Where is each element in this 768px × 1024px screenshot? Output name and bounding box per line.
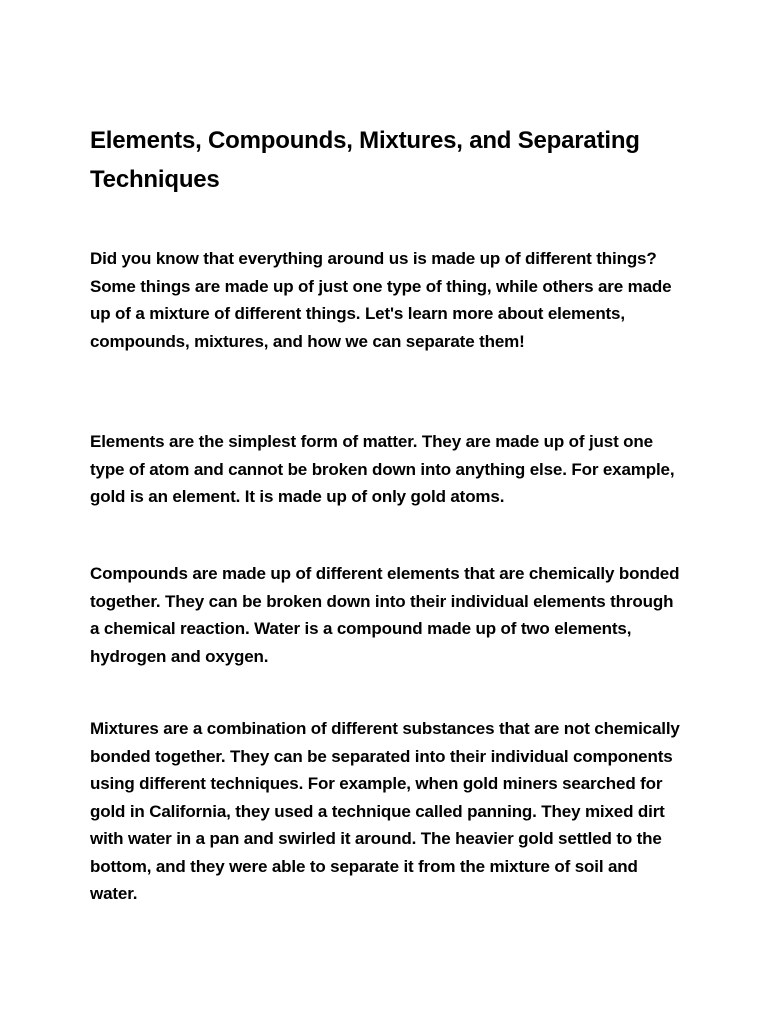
intro-paragraph: Did you know that everything around us is made up of different things? Some things are made up of just one type of thing, while others are made up of a mixture of different things. Let's learn more about elements, compounds, mixtures, and how we can separate them!	[90, 249, 672, 351]
elements-paragraph: Elements are the simplest form of matter. They are made up of just one type of atom and cannot be broken down into anything else. For example, gold is an element. It is made up of only gold atoms.	[90, 432, 675, 506]
mixtures-paragraph: Mixtures are a combination of different substances that are not chemically bonded together. They can be separated into their individual components using different techniques. For example, when gold miners searched for gold in California, they used a technique called panning. They mixed dirt with water in a pan and swirled it around. The heavier gold settled to the bottom, and they were able to separate it from the mixture of soil and water.	[90, 719, 680, 903]
compounds-paragraph: Compounds are made up of different elements that are chemically bonded together. They can be broken down into their individual elements through a chemical reaction. Water is a compound made up of two elements, hydrogen and oxygen.	[90, 564, 680, 666]
document-title: Elements, Compounds, Mixtures, and Separating Techniques	[90, 127, 640, 193]
